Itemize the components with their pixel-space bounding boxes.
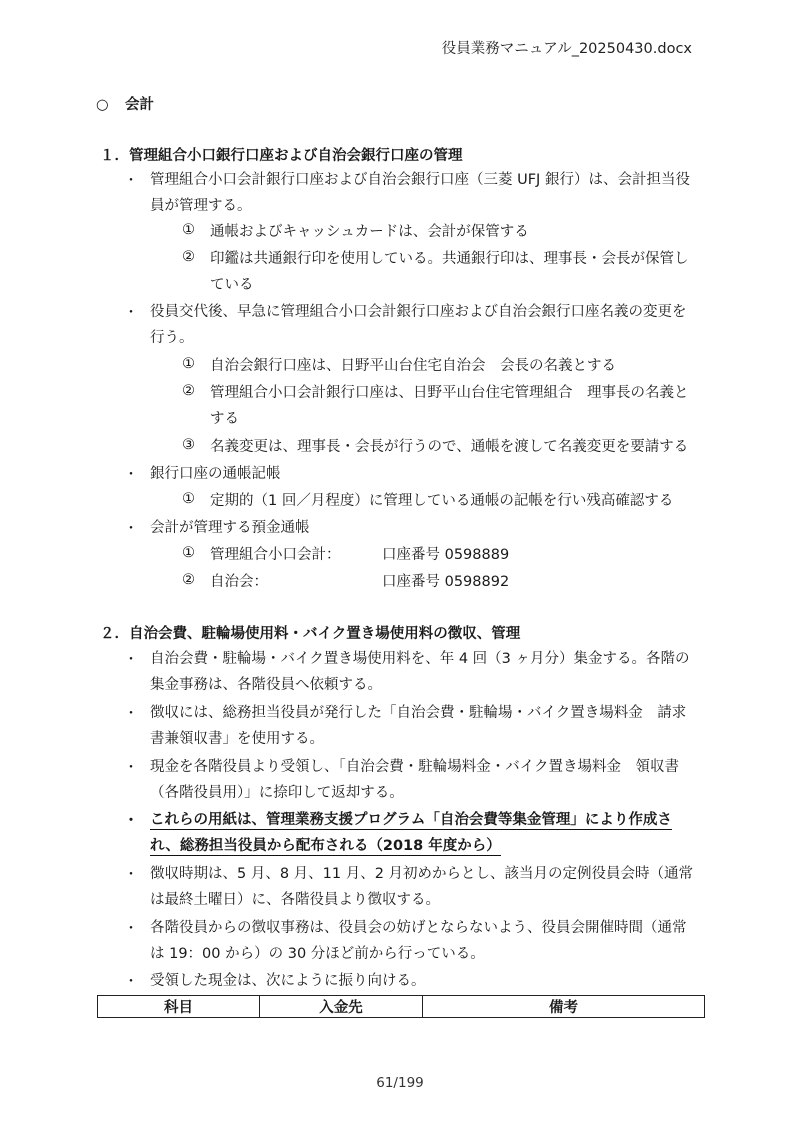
table-header-subject: 科目 [98,996,260,1018]
s1-b2-sub2-num: ② [182,383,195,399]
table-header-remarks: 備考 [423,996,705,1018]
s2-b6-line2: は 19：00 から）の 30 分ほど前から行っている。 [150,946,485,962]
s1-b2-sub2-line2: する [210,411,239,427]
s1-b4-sub1-value: 口座番号 0598889 [382,547,510,563]
bullet-dot: ・ [124,467,138,483]
table-header-deposit-to: 入金先 [260,996,423,1018]
bullet-dot: ・ [124,813,138,829]
s1-b4-sub1-label: 管理組合小口会計： [210,547,341,563]
s1-b1-line1: 管理組合小口会計銀行口座および自治会銀行口座（三菱 UFJ 銀行）は、会計担当役 [150,172,690,188]
s2-b2-line1: 徴収には、総務担当役員が発行した「自治会費・駐輪場・バイク置き場料金 請求 [150,705,687,721]
s1-b2-sub1-num: ① [182,356,195,372]
s1-b1-sub2-num: ② [182,249,195,265]
s1-b4: 会計が管理する預金通帳 [150,520,310,536]
section-bullet: ○ [96,97,109,113]
s1-b4-sub1-num: ① [182,545,195,561]
bullet-dot: ・ [124,652,138,668]
bullet-dot: ・ [124,521,138,537]
bullet-dot: ・ [124,706,138,722]
s1-b3-sub1: 定期的（1 回／月程度）に管理している通帳の記帳を行い残高確認する [210,493,674,509]
bullet-dot: ・ [124,867,138,883]
s1-b1-line2: 員が管理する。 [150,198,252,214]
s2-heading: ２．自治会費、駐輪場使用料・バイク置き場使用料の徴収、管理 [100,626,521,642]
document-filename: 役員業務マニュアル_20250430.docx [441,41,692,57]
s2-b3-line1: 現金を各階役員より受領し、「自治会費・駐輪場料金・バイク置き場料金 領収書 [150,759,679,775]
s1-b4-sub2-value: 口座番号 0598892 [382,574,510,590]
s1-b2-sub3: 名義変更は、理事長・会長が行うので、通帳を渡して名義変更を要請する [210,439,689,455]
s2-b4-line2 [150,836,501,856]
s1-b4-sub2-label: 自治会： [210,574,268,590]
s1-b2-line1: 役員交代後、早急に管理組合小口会計銀行口座および自治会銀行口座名義の変更を [150,304,687,320]
s2-b1-line2: 集金事務は、各階役員へ依頼する。 [150,677,382,693]
s2-b5-line2: は最終土曜日）に、各階役員より徴収する。 [150,892,440,908]
s1-b2-sub1: 自治会銀行口座は、日野平山台住宅自治会 会長の名義とする [210,358,616,374]
s2-b5-line1: 徴収時期は、5 月、8 月、11 月、2 月初めからとし、該当月の定例役員会時（通常 [150,866,694,882]
s2-b7: 受領した現金は、次にように振り向ける。 [150,973,426,989]
s2-b6-line1: 各階役員からの徴収事務は、役員会の妨げとならないよう、役員会開催時間（通常 [150,920,687,936]
s1-b2-sub3-num: ③ [182,437,195,453]
table-header-row [98,996,705,1018]
s2-b3-line2: （各階役員用）」に捺印して返却する。 [150,785,404,801]
s1-b1-sub1-num: ① [182,222,195,238]
s2-b4-line1 [150,810,672,830]
s2-b2-line2: 書兼領収書」を使用する。 [150,731,324,747]
page-number: 61/199 [376,1075,424,1091]
s1-b3: 銀行口座の通帳記帳 [150,466,281,482]
s2-b4-line1-text: これらの用紙は、管理業務支援プログラム「自治会費等集金管理」により作成さ [150,812,672,828]
s1-b1-sub2-line2: ている [210,277,254,293]
s1-b2-sub2-line1: 管理組合小口会計銀行口座は、日野平山台住宅管理組合 理事長の名義と [210,385,689,401]
bullet-dot: ・ [124,921,138,937]
s2-b1-line1: 自治会費・駐輪場・バイク置き場使用料を、年 4 回（3 ヶ月分）集金する。各階の [150,651,690,667]
s1-b1-sub2-line1: 印鑑は共通銀行印を使用している。共通銀行印は、理事長・会長が保管し [210,251,689,267]
bullet-dot: ・ [124,305,138,321]
fee-allocation-table [97,995,705,1018]
s1-b1-sub1: 通帳およびキャッシュカードは、会計が保管する [210,224,529,240]
s1-b4-sub2-num: ② [182,572,195,588]
bullet-dot: ・ [124,173,138,189]
s1-b3-sub1-num: ① [182,491,195,507]
section-title: 会計 [125,97,154,113]
s1-heading: １．管理組合小口銀行口座および自治会銀行口座の管理 [100,148,463,164]
bullet-dot: ・ [124,760,138,776]
s2-b4-line2-text: れ、総務担当役員から配布される（2018 年度から） [150,838,501,854]
s1-b2-line2: 行う。 [150,330,194,346]
bullet-dot: ・ [124,974,138,990]
